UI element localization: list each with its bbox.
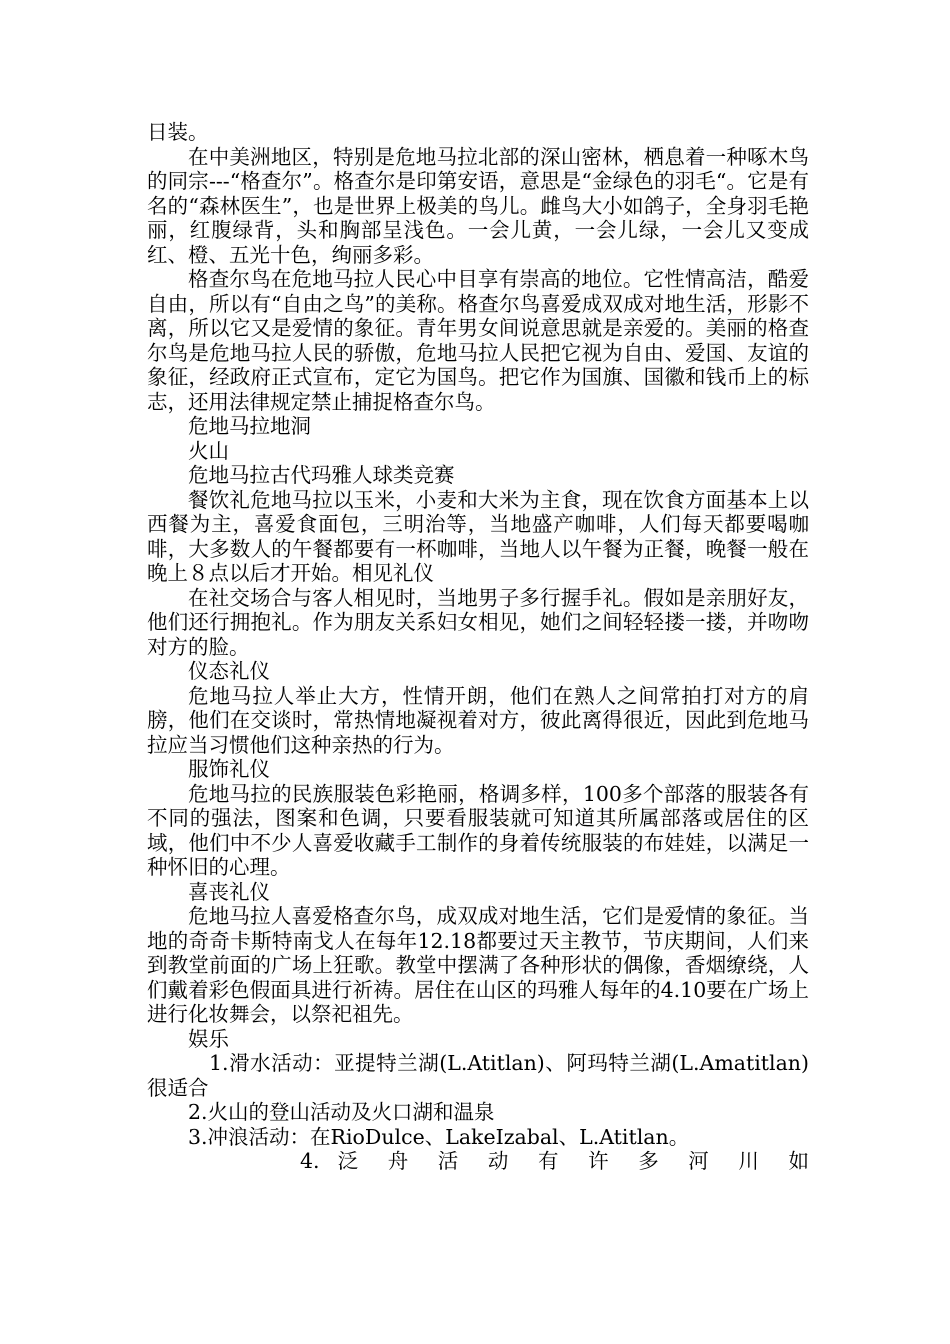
heading-caves: 危地马拉地洞 xyxy=(188,414,311,438)
heading-recreation: 娱乐 xyxy=(188,1026,229,1051)
list-item-volcano-climbing: 2.火山的登山活动及火口湖和温泉 xyxy=(188,1100,495,1124)
paragraph-quetzal-intro: 在中美洲地区，特别是危地马拉北部的深山密林，栖息着一种啄木鸟的同宗---“格查尔”。格查尔是印第安语，意思是“金绿色的羽毛“。它是有名的“森林医生”，也是世界上极美的鸟儿。雌鸟大小如鸽子，全身羽毛艳丽，红腹绿背，头和胸部呈浅色。一会儿黄，一会儿绿，一会儿又变成红、橙、五光十色，绚丽多彩。 xyxy=(147,144,809,267)
paragraph-quetzal-status: 格查尔鸟在危地马拉人民心中目享有崇高的地位。它性情高洁，酷爱自由，所以有“自由之鸟”的美称。格查尔鸟喜爱成双成对地生活，形影不离，所以它又是爱情的象征。青年男女间说意思就是亲爱的。美丽的格查尔鸟是危地马拉人民的骄傲，危地马拉人民把它视为自由、爱国、友谊的象征，经政府正式宣布，定它为国鸟。把它作为国旗、国徽和钱币上的标志，还用法律规定禁止捕捉格查尔鸟。 xyxy=(147,267,809,414)
document-body xyxy=(147,120,809,1174)
paragraph-ceremonies: 危地马拉人喜爱格查尔鸟，成双成对地生活，它们是爱情的象征。当地的奇奇卡斯特南戈人在每年12.18都要过天主教节，节庆期间，人们来到教堂前面的广场上狂歌。教堂中摆满了各种形状的偶像，香烟缭绕，人们戴着彩色假面具进行祈祷。居住在山区的玛雅人每年的4.10要在广场上进行化妆舞会，以祭祀祖先。 xyxy=(147,904,809,1026)
list-item-surfing: 3.冲浪活动：在RioDulce、LakeIzabal、L.Atitlan。 xyxy=(188,1124,690,1149)
list-item-waterskiing: 1.滑水活动：亚提特兰湖(L.Atitlan)、阿玛特兰湖(L.Amatitlan)很适合 xyxy=(147,1051,809,1100)
heading-demeanor: 仪态礼仪 xyxy=(188,659,270,683)
heading-dress: 服饰礼仪 xyxy=(188,757,270,781)
list-item-rafting: 4. 泛 舟 活 动 有 许 多 河 川 如 xyxy=(300,1149,809,1173)
paragraph-dining: 餐饮礼危地马拉以玉米，小麦和大米为主食，现在饮食方面基本上以西餐为主，喜爱食面包，三明治等，当地盛产咖啡，人们每天都要喝咖啡，大多数人的午餐都要有一杯咖啡，当地人以午餐为正餐，晚餐一般在晚上８点以后才开始。相见礼仪 xyxy=(147,487,809,585)
heading-volcano: 火山 xyxy=(188,438,229,463)
heading-ceremonies: 喜丧礼仪 xyxy=(188,879,270,904)
paragraph-greeting: 在社交场合与客人相见时，当地男子多行握手礼。假如是亲朋好友，他们还行拥抱礼。作为朋友关系妇女相见，她们之间轻轻搂一搂，并吻吻对方的脸。 xyxy=(147,585,809,659)
paragraph-dress: 危地马拉的民族服装色彩艳丽，格调多样，100多个部落的服装各有不同的强法，图案和色调，只要看服装就可知道其所属部落或居住的区域，他们中不少人喜爱收藏手工制作的身着传统服装的布娃娃，以满足一种怀旧的心理。 xyxy=(147,781,809,879)
paragraph-demeanor: 危地马拉人举止大方，性情开朗，他们在熟人之间常拍打对方的肩膀，他们在交谈时，常热情地凝视着对方，彼此离得很近，因此到危地马拉应当习惯他们这种亲热的行为。 xyxy=(147,683,809,757)
heading-maya-ballgame: 危地马拉古代玛雅人球类竞赛 xyxy=(188,463,455,487)
paragraph-continuation: 日装。 xyxy=(147,120,209,144)
